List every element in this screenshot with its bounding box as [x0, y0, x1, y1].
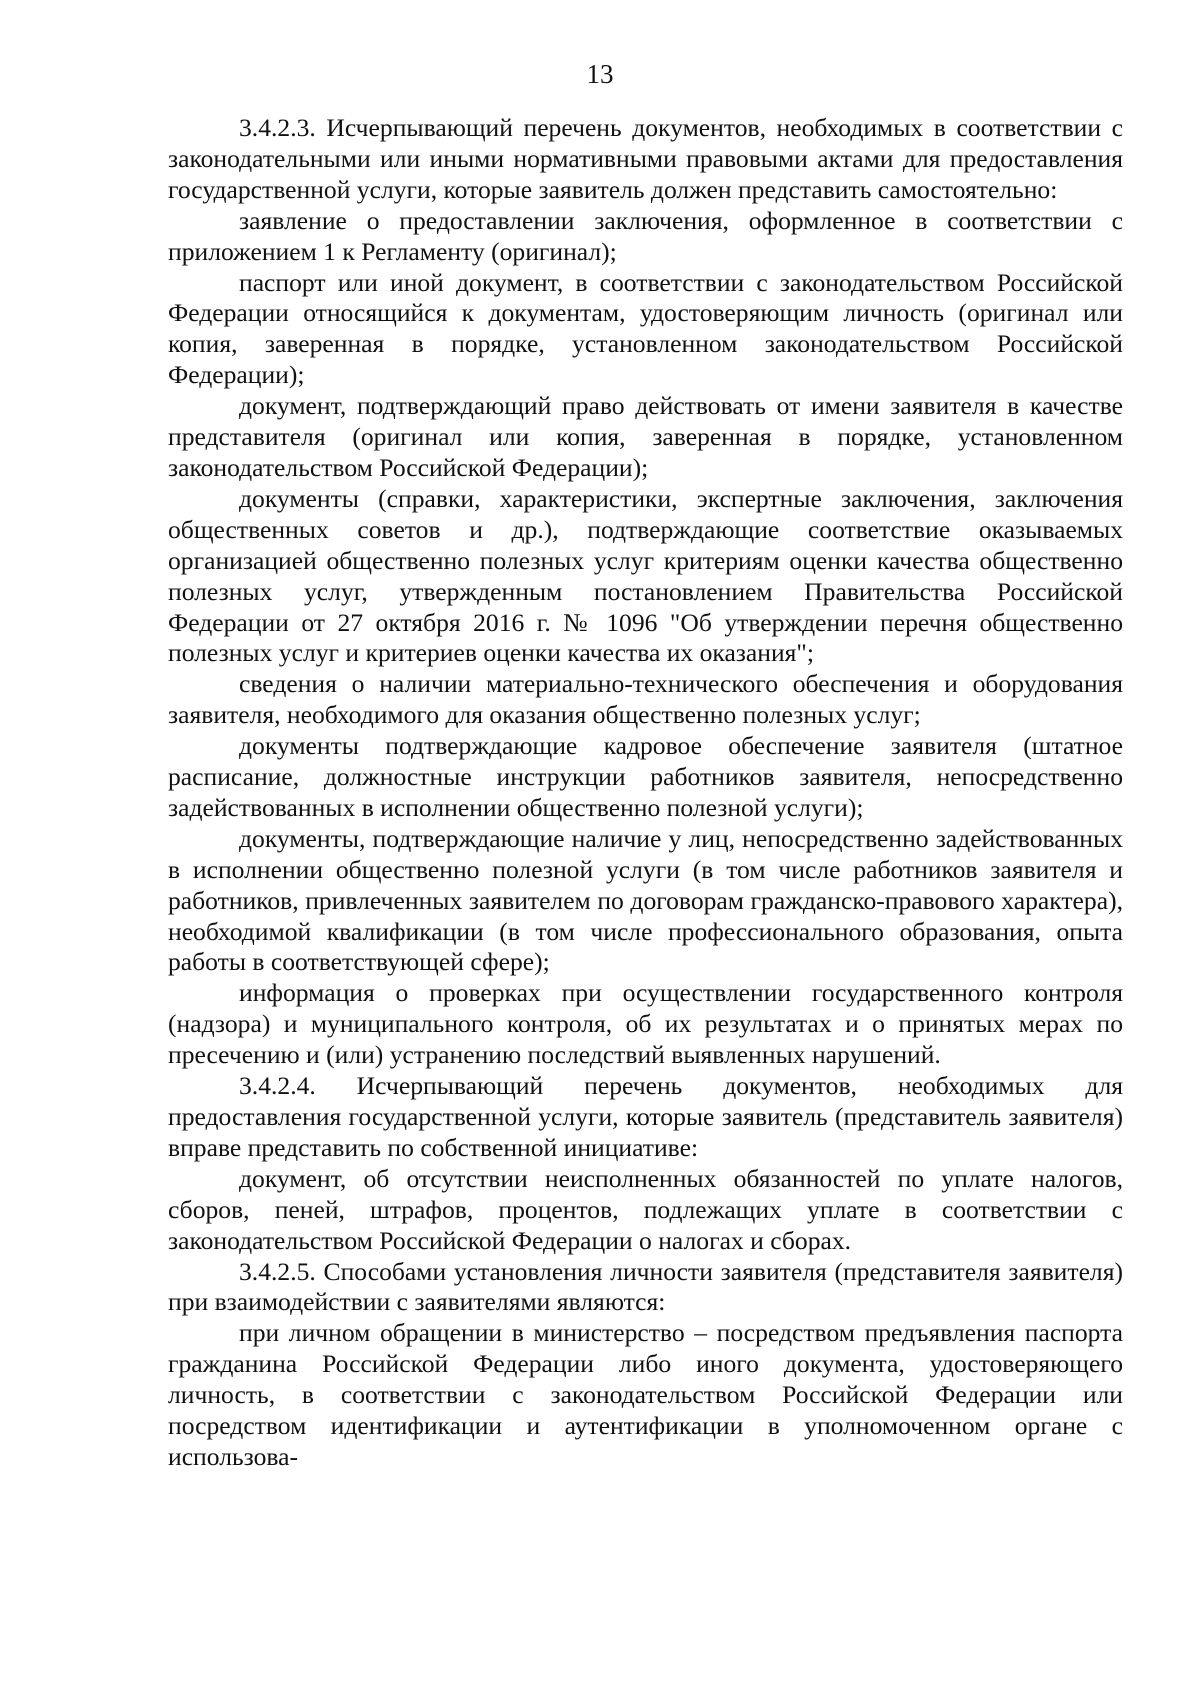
paragraph-equipment: сведения о наличии материально-технического обеспечения и оборудования заявителя, необходимого для оказания общественно полезных услуг;: [168, 669, 1123, 730]
paragraph-tax-document: документ, об отсутствии неисполненных обязанностей по уплате налогов, сборов, пеней, штрафов, процентов, подлежащих уплате в соответствии с законодательством Российской Федерации о налогах и сборах.: [168, 1163, 1123, 1255]
document-body: [168, 113, 1123, 1473]
paragraph-passport: паспорт или иной документ, в соответствии с законодательством Российской Федерации относящийся к документам, удостоверяющим личность (оригинал или копия, заверенная в порядке, установленном законодательством Российской Федерации);: [168, 267, 1123, 390]
paragraph-quality-documents: документы (справки, характеристики, экспертные заключения, заключения общественных советов и др.), подтверждающие соответствие оказываемых организацией общественно полезных услуг критериям оценки качества общественно полезных услуг, утвержденным постановлением Правительства Российской Федерации от 27 октября 2016 г. № 1096 "Об утверждении перечня общественно полезных услуг и критериев оценки качества их оказания";: [168, 483, 1123, 668]
paragraph-3-4-2-4: 3.4.2.4. Исчерпывающий перечень документов, необходимых для предоставления государственной услуги, которые заявитель (представитель заявителя) вправе представить по собственной инициативе:: [168, 1071, 1123, 1162]
paragraph-3-4-2-3: 3.4.2.3. Исчерпывающий перечень документов, необходимых в соответствии с законодательными или иными нормативными правовыми актами для предоставления государственной услуги, которые заявитель должен представить самостоятельно:: [168, 113, 1123, 204]
paragraph-representative-document: документ, подтверждающий право действовать от имени заявителя в качестве представителя (оригинал или копия, заверенная в порядке, установленном законодательством Российской Федерации);: [168, 391, 1123, 482]
paragraph-inspections: информация о проверках при осуществлении государственного контроля (надзора) и муниципального контроля, об их результатах и о принятых мерах по пресечению и (или) устранению последствий выявленных нарушений.: [168, 978, 1123, 1070]
paragraph-personal-visit: при личном обращении в министерство – посредством предъявления паспорта гражданина Российской Федерации либо иного документа, удостоверяющего личность, в соответствии с законодательством Российской Федерации или посредством идентификации и аутентификации в уполномоченном органе с использова-: [168, 1318, 1123, 1471]
page-number: 13: [586, 59, 614, 89]
paragraph-qualification: документы, подтверждающие наличие у лиц, непосредственно задействованных в исполнении общественно полезной услуги (в том числе работников заявителя и работников, привлеченных заявителем по договорам гражданско-правового характера), необходимой квалификации (в том числе профессионального образования, опыта работы в соответствующей сфере);: [168, 823, 1123, 977]
paragraph-application: заявление о предоставлении заключения, оформленное в соответствии с приложением 1 к Регламенту (оригинал);: [168, 205, 1123, 266]
paragraph-staffing: документы подтверждающие кадровое обеспечение заявителя (штатное расписание, должностные инструкции работников заявителя, непосредственно задействованных в исполнении общественно полезной услуги);: [168, 731, 1123, 822]
paragraph-3-4-2-5: 3.4.2.5. Способами установления личности заявителя (представителя заявителя) при взаимодействии с заявителями являются:: [168, 1256, 1123, 1317]
